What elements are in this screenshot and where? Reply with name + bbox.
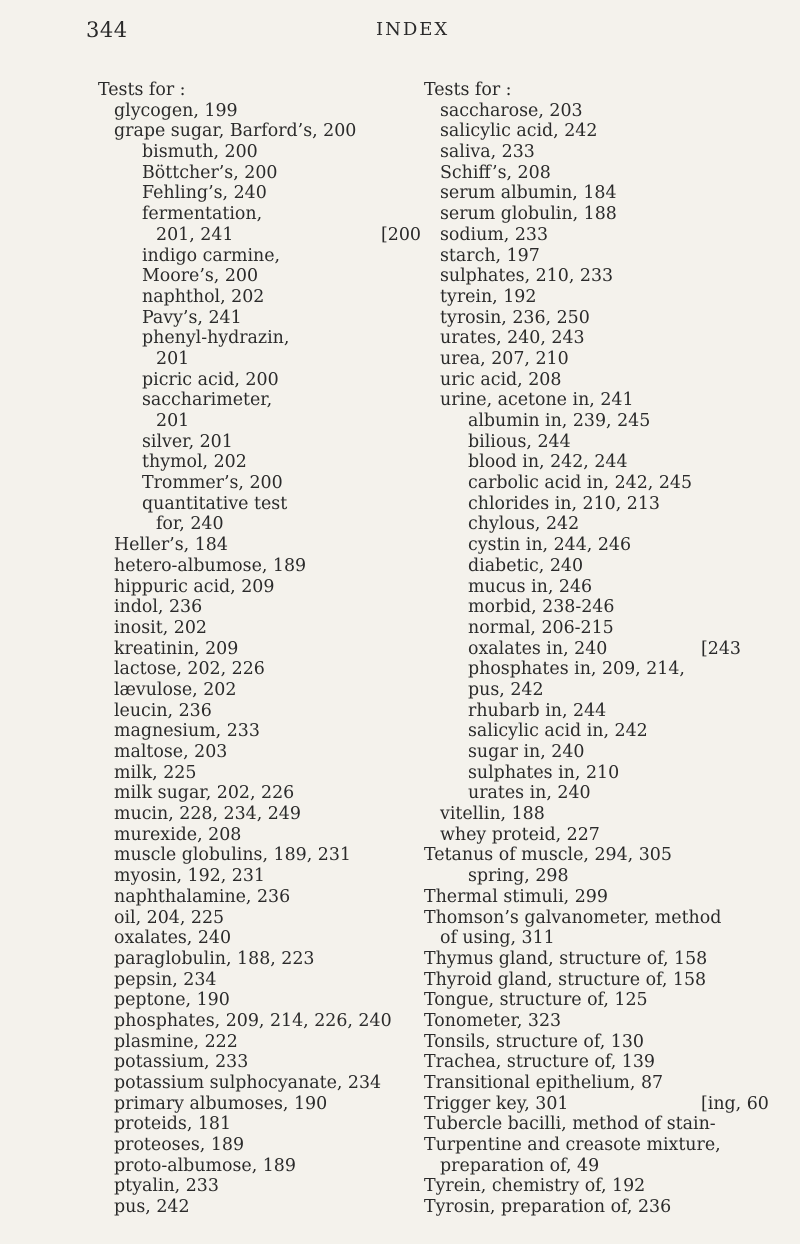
index-entry — [424, 597, 724, 618]
index-entry — [424, 183, 724, 204]
index-entry — [98, 1073, 420, 1094]
index-entry-text: phenyl-hydrazin, — [142, 328, 290, 349]
index-entry — [98, 845, 420, 866]
index-entry-text: lævulose, 202 — [114, 679, 237, 700]
index-entry — [98, 473, 420, 494]
index-entry-text: Tyrein, chemistry of, 192 — [424, 1176, 646, 1197]
index-entry — [98, 390, 420, 411]
index-entry — [424, 556, 724, 577]
index-entry-text: Thermal stimuli, 299 — [424, 886, 608, 907]
index-entry — [424, 990, 724, 1011]
index-entry — [424, 328, 724, 349]
index-entry-text: pus, 242 — [114, 1197, 190, 1218]
index-entry-text: urea, 207, 210 — [440, 348, 569, 369]
index-entry-text: 201 — [156, 348, 190, 369]
index-entry — [424, 949, 724, 970]
index-entry — [98, 370, 420, 391]
index-entry-text: Tubercle bacilli, method of stain- — [424, 1114, 716, 1135]
index-entry — [98, 597, 420, 618]
index-entry-text: plasmine, 222 — [114, 1031, 238, 1052]
index-entry — [424, 1073, 724, 1094]
index-entry-text: magnesium, 233 — [114, 721, 260, 742]
index-entry — [98, 1052, 420, 1073]
index-entry — [424, 887, 724, 908]
index-entry — [98, 825, 420, 846]
index-entry-text: starch, 197 — [440, 245, 540, 266]
index-entry-text: normal, 206-215 — [468, 617, 614, 638]
index-entry-text: indigo carmine, — [142, 245, 281, 266]
index-entry-text: for, 240 — [156, 514, 224, 535]
index-entry — [98, 266, 420, 287]
index-entry — [98, 928, 420, 949]
index-entry — [98, 1135, 420, 1156]
index-entry-text: blood in, 242, 244 — [468, 452, 628, 473]
index-entry — [424, 1114, 724, 1135]
index-entry — [98, 1032, 420, 1053]
index-entry — [98, 680, 420, 701]
index-entry-text: tyrein, 192 — [440, 286, 537, 307]
index-entry — [424, 349, 724, 370]
index-entry-text: Trommer’s, 200 — [142, 473, 283, 494]
index-entry — [424, 80, 724, 101]
index-entry — [424, 308, 724, 329]
index-entry — [424, 866, 724, 887]
index-entry-text: albumin in, 239, 245 — [468, 411, 651, 431]
index-entry — [424, 1197, 724, 1218]
index-entry-text: 201 — [156, 411, 190, 431]
index-entry — [424, 721, 724, 742]
index-entry — [98, 287, 420, 308]
index-entry — [98, 328, 420, 349]
index-entry-text: Thomson’s galvanometer, method — [424, 907, 722, 928]
index-entry — [98, 804, 420, 825]
index-entry — [98, 183, 420, 204]
index-entry-text: potassium, 233 — [114, 1052, 249, 1073]
index-entry-text: urates in, 240 — [468, 783, 591, 804]
index-entry-text: murexide, 208 — [114, 824, 242, 845]
index-entry-text: vitellin, 188 — [440, 804, 545, 825]
index-entry-text: oxalates, 240 — [114, 928, 232, 949]
index-entry-text: myosin, 192, 231 — [114, 866, 265, 887]
index-entry-text: spring, 298 — [468, 866, 569, 887]
index-entry-text: urates, 240, 243 — [440, 328, 585, 349]
index-entry-text: grape sugar, Barford’s, 200 — [114, 121, 357, 142]
index-entry-text: quantitative test — [142, 493, 288, 514]
index-entry-text: urine, acetone in, 241 — [440, 390, 634, 411]
index-entry — [98, 887, 420, 908]
index-entry — [98, 349, 420, 370]
index-entry — [424, 432, 724, 453]
index-entry-text: naphthalamine, 236 — [114, 886, 291, 907]
index-entry-text: serum globulin, 188 — [440, 204, 617, 225]
index-entry-text: pepsin, 234 — [114, 969, 217, 990]
index-entry — [424, 928, 724, 949]
index-entry-text: peptone, 190 — [114, 990, 230, 1011]
index-entry-text: sulphates in, 210 — [468, 762, 620, 783]
index-entry-text: rhubarb in, 244 — [468, 700, 607, 721]
index-entry-text: carbolic acid in, 242, 245 — [468, 473, 693, 494]
index-entry-text: bismuth, 200 — [142, 142, 258, 163]
index-entry-text: Thymus gland, structure of, 158 — [424, 948, 708, 969]
index-entry-text: oxalates in, 240 — [468, 638, 608, 659]
index-entry-text: of using, 311 — [440, 928, 555, 949]
index-entry — [98, 163, 420, 184]
index-entry — [424, 763, 724, 784]
index-entry — [98, 659, 420, 680]
index-entry-text: Tonsils, structure of, 130 — [424, 1031, 644, 1052]
index-entry-text: Böttcher’s, 200 — [142, 162, 278, 183]
index-entry-text: tyrosin, 236, 250 — [440, 307, 590, 328]
index-entry — [98, 1011, 420, 1032]
index-entry — [98, 721, 420, 742]
index-entry — [98, 742, 420, 763]
index-entry — [424, 411, 724, 432]
running-head: INDEX — [376, 19, 450, 40]
index-entry-text: indol, 236 — [114, 597, 203, 618]
index-entry-text: oil, 204, 225 — [114, 907, 225, 928]
index-entry — [424, 390, 724, 411]
index-entry-text: muscle globulins, 189, 231 — [114, 845, 351, 866]
index-entry — [424, 659, 724, 680]
index-entry-text: diabetic, 240 — [468, 555, 584, 576]
index-entry — [98, 618, 420, 639]
index-entry — [424, 970, 724, 991]
index-entry-text: Moore’s, 200 — [142, 266, 259, 287]
index-entry — [424, 1052, 724, 1073]
index-entry — [98, 101, 420, 122]
index-entry-text: 201, 241 — [156, 224, 234, 245]
index-entry-text: preparation of, 49 — [440, 1155, 600, 1176]
index-entry — [424, 783, 724, 804]
index-entry — [98, 866, 420, 887]
index-entry — [424, 494, 724, 515]
index-entry — [98, 763, 420, 784]
index-entry — [424, 742, 724, 763]
index-entry — [98, 783, 420, 804]
index-entry — [424, 514, 724, 535]
index-entry-text: cystin in, 244, 246 — [468, 535, 632, 556]
index-entry-text: salicylic acid, 242 — [440, 121, 598, 142]
page-header — [0, 18, 800, 48]
index-entry-text: bilious, 244 — [468, 431, 571, 452]
index-entry-text: Turpentine and creasote mixture, — [424, 1135, 721, 1156]
index-entry-text: leucin, 236 — [114, 700, 212, 721]
index-entry — [98, 639, 420, 660]
index-entry-text: maltose, 203 — [114, 742, 228, 762]
index-entry-text: phosphates, 209, 214, 226, 240 — [114, 1010, 392, 1031]
index-entry — [424, 225, 724, 246]
index-entry-text: proto-albumose, 189 — [114, 1155, 296, 1176]
index-entry-text: Tonometer, 323 — [424, 1010, 562, 1031]
index-entry-text: milk sugar, 202, 226 — [114, 783, 295, 804]
index-entry-text: uric acid, 208 — [440, 369, 562, 390]
index-entry — [98, 1156, 420, 1177]
index-entry — [424, 473, 724, 494]
index-entry-text: Trigger key, 301 — [424, 1093, 569, 1114]
index-entry — [424, 287, 724, 308]
index-entry-text: Transitional epithelium, 87 — [424, 1073, 664, 1093]
index-entry — [98, 1197, 420, 1218]
index-entry-text: mucin, 228, 234, 249 — [114, 804, 301, 825]
index-entry-continuation: [243 — [701, 638, 741, 659]
index-entry — [98, 246, 420, 267]
index-entry — [98, 990, 420, 1011]
index-entry — [424, 1032, 724, 1053]
index-entry — [424, 618, 724, 639]
index-entry-text: Heller’s, 184 — [114, 535, 228, 556]
index-entry-text: picric acid, 200 — [142, 369, 279, 390]
index-column-right — [424, 80, 769, 1218]
index-entry — [98, 452, 420, 473]
index-entry — [424, 163, 724, 184]
index-entry-text: proteids, 181 — [114, 1114, 232, 1135]
index-entry-text: Tyrosin, preparation of, 236 — [424, 1197, 672, 1218]
index-entry-text: chylous, 242 — [468, 514, 580, 535]
index-entry-text: whey proteid, 227 — [440, 824, 600, 845]
index-entry — [424, 638, 741, 660]
index-entry-text: hippuric acid, 209 — [114, 576, 275, 597]
index-entry-text: pus, 242 — [468, 679, 544, 700]
index-entry — [98, 204, 420, 225]
index-entry-text: kreatinin, 209 — [114, 638, 239, 659]
index-entry — [424, 535, 724, 556]
index-entry — [424, 1156, 724, 1177]
index-entry-text: Tests for : — [424, 80, 512, 100]
index-entry-text: Thyroid gland, structure of, 158 — [424, 969, 707, 990]
index-entry-text: mucus in, 246 — [468, 576, 593, 597]
index-entry-text: phosphates in, 209, 214, — [468, 659, 685, 680]
index-entry — [98, 577, 420, 598]
index-entry — [98, 949, 420, 970]
index-entry-text: Schiff’s, 208 — [440, 162, 551, 183]
index-entry-text: potassium sulphocyanate, 234 — [114, 1073, 382, 1093]
index-entry — [424, 1135, 724, 1156]
index-entry — [98, 225, 420, 246]
index-entry — [424, 142, 724, 163]
index-entry-text: proteoses, 189 — [114, 1135, 245, 1156]
index-entry — [98, 556, 420, 577]
index-entry — [98, 1176, 420, 1197]
index-entry-text: saccharose, 203 — [440, 100, 583, 121]
index-entry — [424, 246, 724, 267]
index-entry-text: Tests for : — [98, 80, 186, 100]
index-entry — [98, 1094, 420, 1115]
index-entry — [424, 680, 724, 701]
index-entry — [424, 121, 724, 142]
index-entry — [98, 514, 420, 535]
index-entry-text: Fehling’s, 240 — [142, 183, 267, 204]
index-entry-text: Tetanus of muscle, 294, 305 — [424, 845, 672, 866]
index-entry — [98, 970, 420, 991]
index-entry — [424, 452, 724, 473]
index-entry-continuation: [200 — [381, 224, 421, 245]
index-entry — [424, 577, 724, 598]
index-entry — [424, 1093, 769, 1115]
index-entry — [98, 908, 420, 929]
index-entry-text: lactose, 202, 226 — [114, 659, 265, 680]
index-entry — [424, 204, 724, 225]
index-entry-text: sugar in, 240 — [468, 742, 585, 762]
index-entry — [424, 825, 724, 846]
index-entry-text: Pavy’s, 241 — [142, 307, 242, 328]
index-entry-text: ptyalin, 233 — [114, 1176, 219, 1197]
index-entry — [98, 1114, 420, 1135]
index-entry-text: serum albumin, 184 — [440, 183, 617, 204]
index-entry — [98, 494, 420, 515]
index-entry-continuation: [ing, 60 — [701, 1093, 769, 1114]
index-entry — [424, 101, 724, 122]
index-entry — [424, 1011, 724, 1032]
index-entry-text: primary albumoses, 190 — [114, 1093, 328, 1114]
index-entry-text: naphthol, 202 — [142, 286, 265, 307]
index-entry-text: chlorides in, 210, 213 — [468, 493, 660, 514]
index-entry — [98, 432, 420, 453]
index-entry — [424, 701, 724, 722]
index-entry — [424, 908, 724, 929]
index-entry-text: morbid, 238-246 — [468, 597, 615, 618]
index-entry-text: sodium, 233 — [440, 224, 549, 245]
index-entry — [98, 142, 420, 163]
index-entry — [98, 121, 420, 142]
index-entry — [98, 308, 420, 329]
index-entry — [424, 266, 724, 287]
index-entry-text: saccharimeter, — [142, 390, 273, 411]
index-entry — [98, 701, 420, 722]
page-number: 344 — [86, 18, 128, 42]
index-entry-text: saliva, 233 — [440, 142, 535, 163]
index-entry — [98, 411, 420, 432]
index-entry-text: Trachea, structure of, 139 — [424, 1052, 655, 1073]
index-entry-text: silver, 201 — [142, 431, 233, 452]
index-entry — [424, 804, 724, 825]
index-entry-text: sulphates, 210, 233 — [440, 266, 614, 287]
index-entry — [98, 80, 420, 101]
index-entry-text: inosit, 202 — [114, 617, 207, 638]
index-entry — [424, 1176, 724, 1197]
index-entry-text: paraglobulin, 188, 223 — [114, 948, 315, 969]
index-entry — [424, 370, 724, 391]
index-entry-text: milk, 225 — [114, 762, 197, 783]
index-entry-text: salicylic acid in, 242 — [468, 721, 648, 742]
index-entry-text: fermentation, — [142, 204, 263, 225]
index-entry-text: glycogen, 199 — [114, 100, 238, 121]
index-column-left — [98, 80, 420, 1218]
index-entry — [424, 845, 724, 866]
index-entry-text: thymol, 202 — [142, 452, 247, 473]
index-entry-text: hetero-albumose, 189 — [114, 555, 307, 576]
index-entry-text: Tongue, structure of, 125 — [424, 990, 648, 1011]
index-entry — [98, 535, 420, 556]
